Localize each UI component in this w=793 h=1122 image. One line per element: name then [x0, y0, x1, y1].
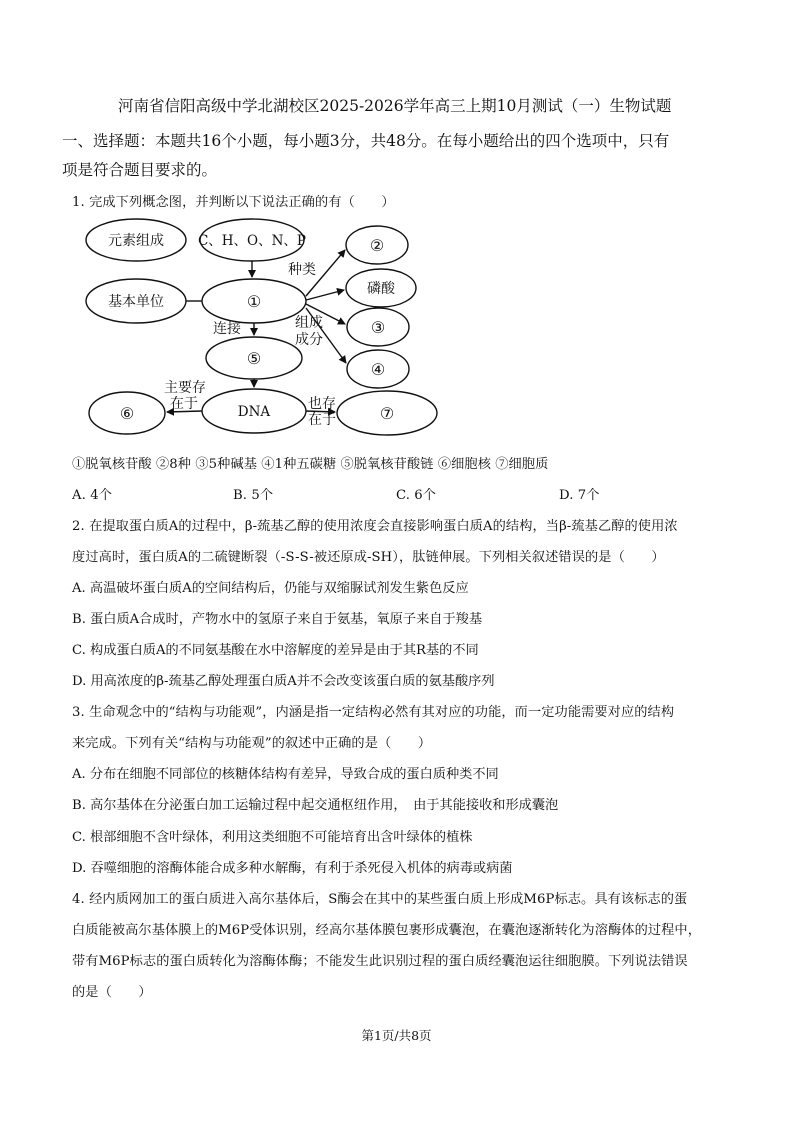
node-4: ④ [370, 360, 386, 379]
page-title: 河南省信阳高级中学北湖校区2025-2026学年高三上期10月测试（一）生物试题 [118, 97, 672, 115]
q1-option-d: D. 7个 [559, 488, 600, 503]
q4-line3: 带有M6P标志的蛋白质转化为溶酶体酶；不能发生此识别过程的蛋白质经囊泡运往细胞膜。下列说法错误 [72, 954, 688, 969]
q4-line2: 白质能被高尔基体膜上的M6P受体识别，经高尔基体膜包裹形成囊泡，在囊泡逐渐转化为溶酶体的过程中， [72, 923, 701, 938]
q2-stem-line2: 度过高时，蛋白质A的二硫键断裂（-S-S-被还原成-SH），肽链伸展。下列相关叙述错误的是（ ） [72, 550, 665, 565]
node-5: ⑤ [246, 349, 262, 368]
node-3: ③ [370, 318, 386, 337]
node-6: ⑥ [119, 404, 135, 423]
q3-stem-line2: 来完成。下列有关“结构与功能观”的叙述中正确的是（ ） [72, 736, 432, 751]
q3-option-a: A. 分布在细胞不同部位的核糖体结构有差异，导致合成的蛋白质种类不同 [72, 767, 499, 782]
q2-stem-line1: 2. 在提取蛋白质A的过程中，β-巯基乙醇的使用浓度会直接影响蛋白质A的结构，当β-巯基乙醇的使用浓 [72, 519, 678, 534]
label-also-2: 在于 [308, 412, 336, 428]
q3-stem-line1: 3. 生命观念中的“结构与功能观”，内涵是指一定结构必然有其对应的功能，而一定功能需要对应的结构 [72, 705, 675, 720]
q1-option-a: A. 4个 [72, 488, 112, 503]
q2-option-c: C. 构成蛋白质A的不同氨基酸在水中溶解度的差异是由于其R基的不同 [72, 643, 479, 658]
section-header-line1: 一、选择题：本题共16个小题，每小题3分，共48分。在每小题给出的四个选项中，只有 [62, 132, 670, 150]
node-2: ② [369, 236, 385, 255]
q3-option-d: D. 吞噬细胞的溶酶体能合成多种水解酶，有利于杀死侵入机体的病毒或病菌 [72, 861, 513, 876]
node-phosphate: 磷酸 [367, 281, 395, 297]
node-7: ⑦ [379, 404, 395, 423]
q1-option-c: C. 6个 [396, 488, 437, 503]
arrow-1-to-phosphate [306, 290, 344, 300]
q4-line4: 的是（ ） [72, 985, 152, 1000]
page-footer: 第1页/共8页 [361, 1028, 432, 1043]
label-compose-2: 成分 [295, 332, 323, 348]
label-compose-1: 组成 [295, 315, 323, 331]
node-1: ① [246, 292, 262, 311]
label-main-2: 在于 [170, 396, 198, 412]
label-kind: 种类 [288, 262, 316, 278]
q3-option-c: C. 根部细胞不含叶绿体，利用这类细胞不可能培育出含叶绿体的植株 [72, 830, 473, 845]
q4-line1: 4. 经内质网加工的蛋白质进入高尔基体后，S酶会在其中的某些蛋白质上形成M6P标志。具有该标志的蛋 [72, 892, 688, 907]
label-also-1: 也存 [308, 396, 336, 412]
label-connect: 连接 [213, 321, 241, 337]
q3-option-b: B. 高尔基体在分泌蛋白加工运输过程中起交通枢纽作用， 由于其能接收和形成囊泡 [72, 798, 559, 813]
q2-option-d: D. 用高浓度的β-巯基乙醇处理蛋白质A并不会改变该蛋白质的氨基酸序列 [72, 674, 495, 689]
node-dna: DNA [237, 404, 271, 420]
node-chon: C、H、O、N、P [197, 233, 307, 249]
node-elements: 元素组成 [108, 233, 164, 249]
node-basic: 基本单位 [108, 294, 164, 310]
q2-option-b: B. 蛋白质A合成时，产物水中的氢原子来自于氨基，氧原子来自于羧基 [72, 612, 483, 627]
q2-option-a: A. 高温破坏蛋白质A的空间结构后，仍能与双缩脲试剂发生紫色反应 [72, 581, 469, 596]
q1-stem: 1. 完成下列概念图，并判断以下说法正确的有（ ） [72, 195, 395, 210]
label-main-1: 主要存 [164, 380, 206, 396]
q1-option-b: B. 5个 [233, 488, 274, 503]
concept-diagram [80, 218, 460, 440]
q1-statements: ①脱氧核苷酸 ②8种 ③5种碱基 ④1种五碳糖 ⑤脱氧核苷酸链 ⑥细胞核 ⑦细胞质 [72, 457, 549, 472]
section-header-line2: 项是符合题目要求的。 [62, 161, 218, 179]
